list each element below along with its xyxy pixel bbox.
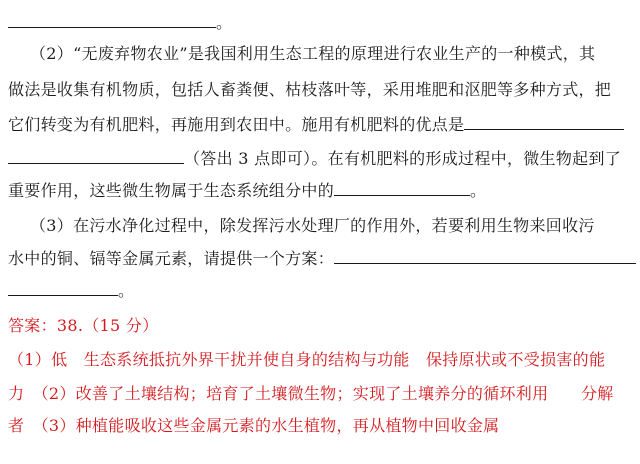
answer-blank (334, 180, 470, 196)
answer-blank (8, 148, 184, 164)
part2-line5 (8, 180, 486, 201)
part3-line3 (8, 280, 134, 301)
period: 。 (118, 281, 135, 300)
part2-line5-text: 重要作用，这些微生物属于生态系统组分中的 (8, 181, 335, 200)
answer-line2: 力 （2）改善了土壤结构；培育了土壤微生物；实现了土壤养分的循环利用 分解 (8, 384, 614, 403)
answer-line1: （1）低 生态系统抵抗外界干扰并使自身的结构与功能 保持原状或不受损害的能 (8, 350, 606, 369)
part3-line1: （3）在污水净化过程中，除发挥污水处理厂的作用外，若要利用生物来回收污 (30, 216, 595, 235)
part2-line3-text: 它们转变为有机肥料，再施用到农田中。施用有机肥料的优点是 (8, 115, 465, 134)
answer-blank (464, 114, 624, 130)
period: 。 (470, 181, 487, 200)
part3-line2 (8, 248, 636, 269)
answer-blank (334, 248, 636, 264)
answer-label: 答案：38.（15 分） (8, 316, 159, 335)
part2-line3 (8, 114, 624, 135)
part3-line2-text: 水中的铜、镉等金属元素，请提供一个方案： (8, 249, 335, 268)
part2-line2: 做法是收集有机物质，包括人畜粪便、枯枝落叶等，采用堆肥和沤肥等多种方式，把 (8, 80, 612, 99)
answer-line3: 者 （3）种植能吸收这些金属元素的水生植物，再从植物中回收金属 (8, 416, 500, 435)
part2-line1: （2）“无废弃物农业”是我国利用生态工程的原理进行农业生产的一种模式，其 (30, 44, 596, 63)
question-prev-end-line (8, 12, 232, 33)
part2-line4 (8, 148, 621, 169)
period: 。 (216, 13, 233, 32)
answer-blank (8, 280, 118, 296)
answer-blank (8, 12, 216, 28)
part2-line4-text: （答出 3 点即可）。在有机肥料的形成过程中，微生物起到了 (184, 149, 622, 168)
